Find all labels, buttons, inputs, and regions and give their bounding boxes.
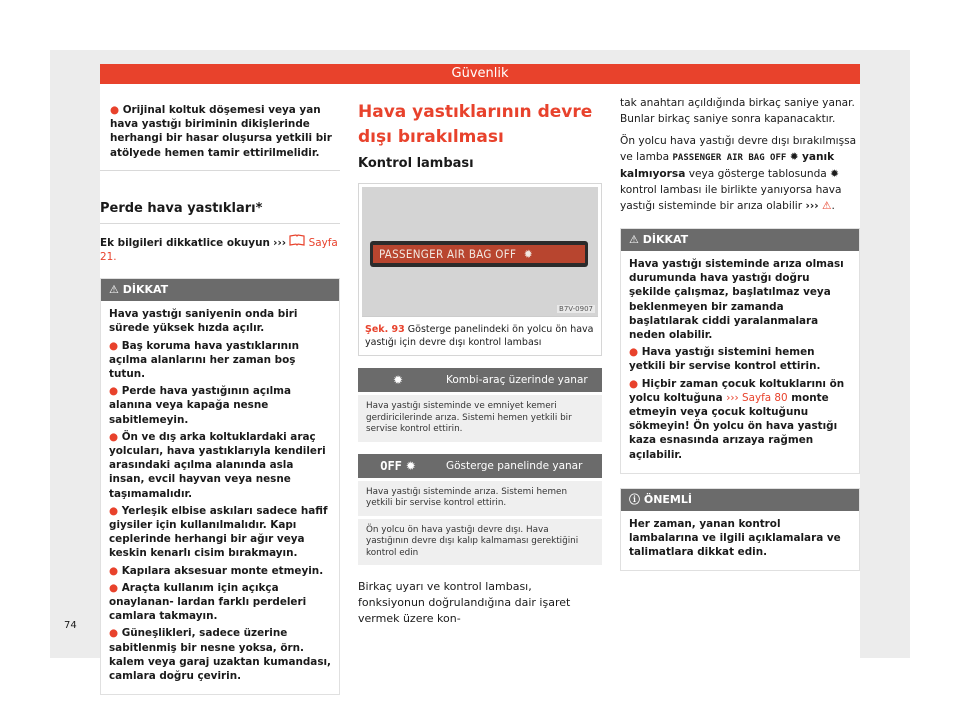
bullet-icon: ● [629,377,639,390]
warning-title: DİKKAT [642,233,689,246]
read-more-line [100,234,340,264]
figure-93 [358,183,602,356]
warning-item-text: monte etmeyin veya çocuk koltuğunu sökmeyin! Ön yolcu ön hava yastığı kaza esnasında arızaya rağmen açılabilir. [629,391,838,461]
warning-item-text: Güneşlikleri, sadece üzerine sabitlenmiş bir nesne yoksa, örn. kalem veya garaj uzaktan kumandası, camlara doğru çevirin. [109,627,332,683]
airbag-warning-icon: ✹ [830,168,840,180]
left-column [100,95,340,695]
text-fragment: kontrol lambası ile birlikte yanıyorsa hava yastığı sisteminde bir arıza olabilir [620,184,842,212]
figure-caption [359,320,601,355]
body-paragraph: Birkaç uyarı ve kontrol lambası, fonksiyonun doğrulandığına dair işaret vermek üzere kon- [358,580,571,625]
airbag-off-icon: OFF ✹ [380,458,416,473]
important-title: ÖNEMLİ [643,492,692,506]
warning-item-text: Kapılara aksesuar monte etmeyin. [121,564,324,577]
airbag-off-lamp-label: PASSENGER AIR BAG OFF [672,153,787,163]
lamp-row-text: Ön yolcu ön hava yastığı devre dışı. Hava yastığının devre dışı kalıp kalmaması gerektiğini kontrol edin [358,519,602,566]
off-label: OFF [380,458,402,473]
warning-item-text: Baş koruma hava yastıklarının açılma alanlarını her zaman boş tutun. [109,339,300,381]
bullet-icon: ● [109,385,119,398]
read-more-text: Ek bilgileri dikkatlice okuyun [100,236,270,249]
upholstery-note-text: Orijinal koltuk döşemesi veya yan hava yastığı biriminin dikişlerinde herhangi bir hasar oluşursa yetkili bir atölyede hemen tamir ettirilmelidir. [110,104,332,159]
right-column [620,95,860,571]
warning-header [621,229,859,251]
body-paragraph: tak anahtarı açıldığında birkaç saniye yanar. Bunlar birkaç saniye sonra kapanacaktır. [620,97,855,125]
figure-caption-text: Gösterge panelindeki ön yolcu ön hava yastığı için devre dışı kontrol lambası [365,324,594,348]
lamp-row-header [358,368,602,392]
chapter-header: Güvenlik [100,64,860,84]
subsection-title: Kontrol lambası [358,156,474,171]
seat-airbag-icon: ✹ [523,247,533,261]
info-circle-icon: ⓘ [629,492,640,506]
warning-item [109,581,331,624]
figure-label: Şek. 93 [365,324,405,335]
warning-box [100,278,340,695]
upholstery-note [100,95,340,171]
figure-image [362,187,598,317]
warning-item [109,504,331,561]
warning-item-text: Perde hava yastığının açılma alanına veya kapağa nesne sabitlemeyin. [109,385,292,426]
warning-header [101,279,339,301]
warning-item [109,384,331,427]
page-reference-link[interactable]: ››› Sayfa 80 [726,391,788,404]
warning-intro: Hava yastığı sisteminde arıza olması durumunda hava yastığı doğru şekilde çalışmaz, başlatılmaz veya beklenmeyen bir zamanda başlatılarak ciddi yaralanmalara neden olabilir. [629,258,844,342]
warning-item [629,377,851,462]
book-icon [289,234,305,246]
page-reference-link[interactable]: Sayfa 21. [100,236,338,264]
body-paragraph: Ön yolcu hava yastığı devre dışı bırakılmışsa ve lamba PASSENGER AIR BAG OFF ✹ yanık kalmıyorsa veya gösterge tablosunda ✹ kontrol lambası ile birlikte yanıyorsa hava yastığı sisteminde bir arıza olabilir ››› ⚠. [620,135,857,212]
bullet-icon: ● [109,627,119,640]
warning-box [620,228,860,474]
warning-item-text: Ön ve dış arka koltuklardaki araç yolcuları, hava yastıklarıyla kendileri arasındaki açılma alanında asla insan, evcil hayvan veya nesne taşımamalıdır. [109,430,326,500]
warning-item-text: Yerleşik elbise askıları sadece hafif giysiler için kullanılmalıdır. Kapı ceplerinde herhangi bir ağır veya keskin kenarlı cisim bırakmayın. [109,504,328,560]
arrow-icon: ››› [273,236,287,249]
text-fragment: veya gösterge tablosunda [688,168,827,180]
bullet-icon: ● [109,430,119,443]
lamp-row-title: Kombi-araç üzerinde yanar [446,374,588,386]
warning-triangle-icon: ⚠ [109,283,119,297]
bullet-icon: ● [629,346,639,359]
important-header [621,489,859,511]
panel-label: PASSENGER AIR BAG OFF [379,247,517,261]
warning-title: DİKKAT [122,283,169,297]
lamp-row-text: Hava yastığı sisteminde ve emniyet kemeri gerdiricilerinde arıza. Sistemi hemen yetkili bir servise kontrol ettirin. [358,395,602,442]
warning-item-text: Hava yastığı sistemini hemen yetkili bir servise kontrol ettirin. [629,346,821,373]
page-title: Hava yastıklarının devre dışı bırakılması [358,102,593,147]
warning-item [109,626,331,683]
bullet-icon: ● [109,564,119,577]
warning-item [629,345,851,373]
lamp-row-title: Gösterge panelinde yanar [446,459,583,472]
warning-item [109,564,331,578]
seat-airbag-icon: ✹ [789,151,799,163]
lamp-row-header [358,454,602,478]
arrow-icon: ››› [805,200,819,212]
warning-triangle-icon: ⚠ [629,233,639,246]
lamp-row-text: Hava yastığı sisteminde arıza. Sistemi hemen yetkili bir servise kontrol ettirin. [358,481,602,516]
bullet-icon: ● [109,339,119,352]
warning-item [109,339,331,382]
warning-item-text: Araçta kullanım için açıkça onaylanan- lardan farklı perdeleri camlara takmayın. [109,581,307,623]
airbag-warning-icon: ✹ [392,373,404,387]
important-box [620,488,860,572]
bullet-icon: ● [109,581,119,594]
important-text: Her zaman, yanan kontrol lambalarına ve ilgili açıklamalara ve talimatlara dikkat edin. [629,517,841,559]
bullet-icon: ● [109,504,119,517]
figure-code: B7V-0907 [559,305,593,313]
airbag-off-panel-text [373,245,585,263]
page-number: 74 [64,620,77,631]
airbag-off-panel [370,241,588,267]
warning-triangle-icon[interactable]: ⚠ [821,200,832,212]
section-title: Perde hava yastıkları* [100,201,340,224]
warning-intro: Hava yastığı saniyenin onda biri sürede yüksek hızda açılır. [109,308,298,335]
warning-item [109,430,331,501]
middle-column [358,95,602,627]
warning-item-text: Hiçbir zaman çocuk koltuklarını ön yolcu koltuğuna [629,377,845,404]
text-fragment: yanık kalmıyorsa [620,151,835,180]
text-fragment: Ön yolcu hava yastığı devre dışı bırakılmışsa ve lamba [620,135,857,163]
bullet-icon: ● [110,104,120,116]
